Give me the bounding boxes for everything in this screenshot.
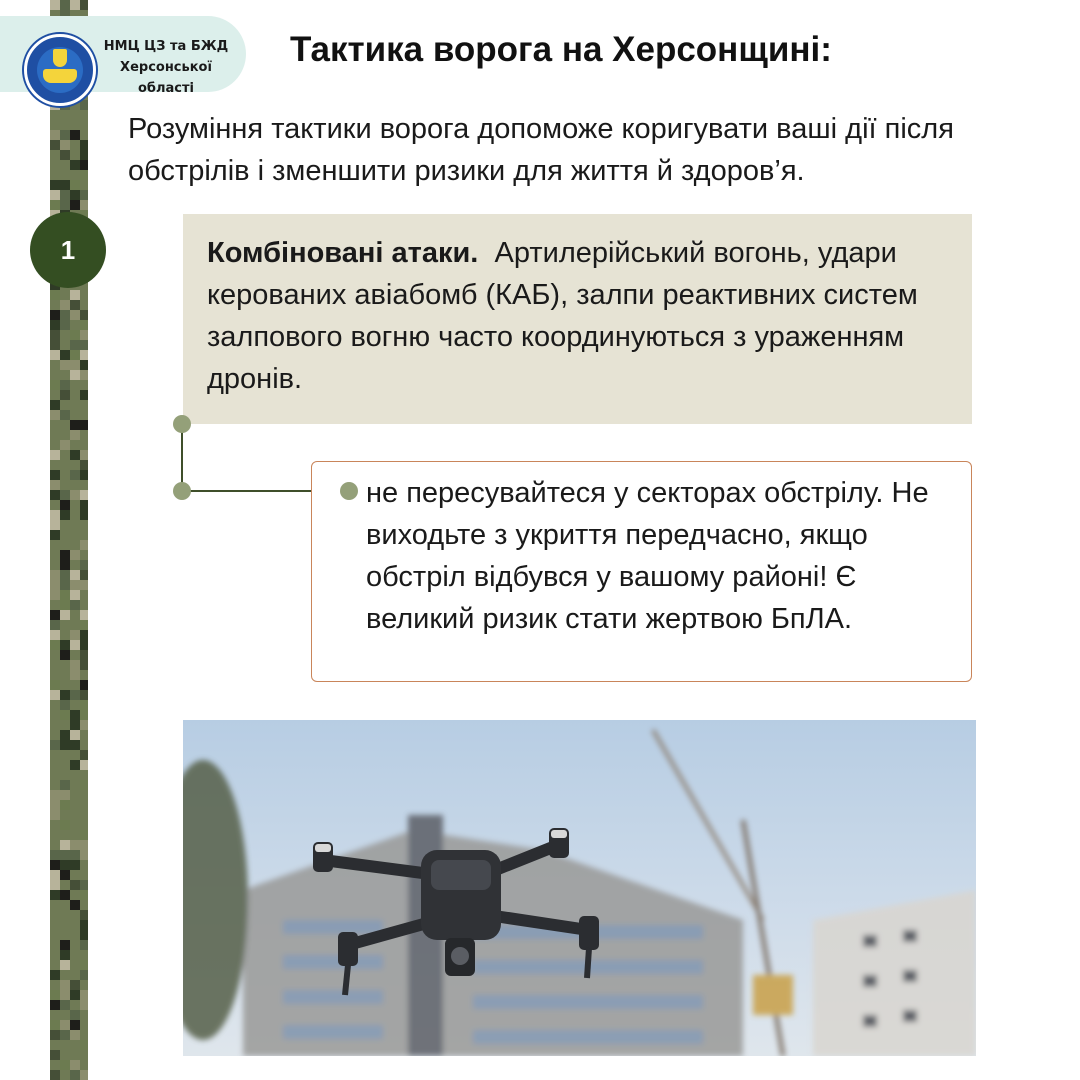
- advice-text: не пересувайтеся у секторах обстрілу. Не виходьте з укриття передчасно, якщо обстріл відбувся у вашому районі! Є великий ризик стати жертвою БпЛА.: [366, 477, 929, 635]
- tactic-card: [183, 214, 972, 424]
- connector-dot-left: [173, 482, 191, 500]
- intro-text: Розуміння тактики ворога допоможе коригувати ваші дії після обстрілів і зменшити ризики для життя й здоров’я.: [128, 113, 954, 187]
- advice-card: [311, 461, 972, 682]
- page-title: Тактика ворога на Херсонщині:: [290, 30, 832, 69]
- advice-bullet-dot: [340, 482, 358, 500]
- camouflage-stripe: [50, 0, 88, 1080]
- organization-logo: [24, 34, 96, 106]
- item-number-badge: 1: [30, 212, 106, 288]
- organization-name-line1: НМЦ ЦЗ та БЖД: [103, 39, 229, 54]
- tactic-description: Артилерійський вогонь, удари керованих авіабомб (КАБ), залпи реактивних систем залпового вогню часто координуються з ураженням дронів.: [207, 237, 918, 395]
- drone-over-building-image: [183, 720, 976, 1056]
- drone-photo: [183, 720, 976, 1056]
- organization-name-line3: області: [138, 81, 194, 96]
- organization-name-line2: Херсонської: [120, 60, 212, 75]
- organization-badge: [0, 16, 246, 96]
- tactic-heading: Комбіновані атаки.: [207, 237, 479, 269]
- connector-dot-top: [173, 415, 191, 433]
- organization-name: [96, 36, 236, 99]
